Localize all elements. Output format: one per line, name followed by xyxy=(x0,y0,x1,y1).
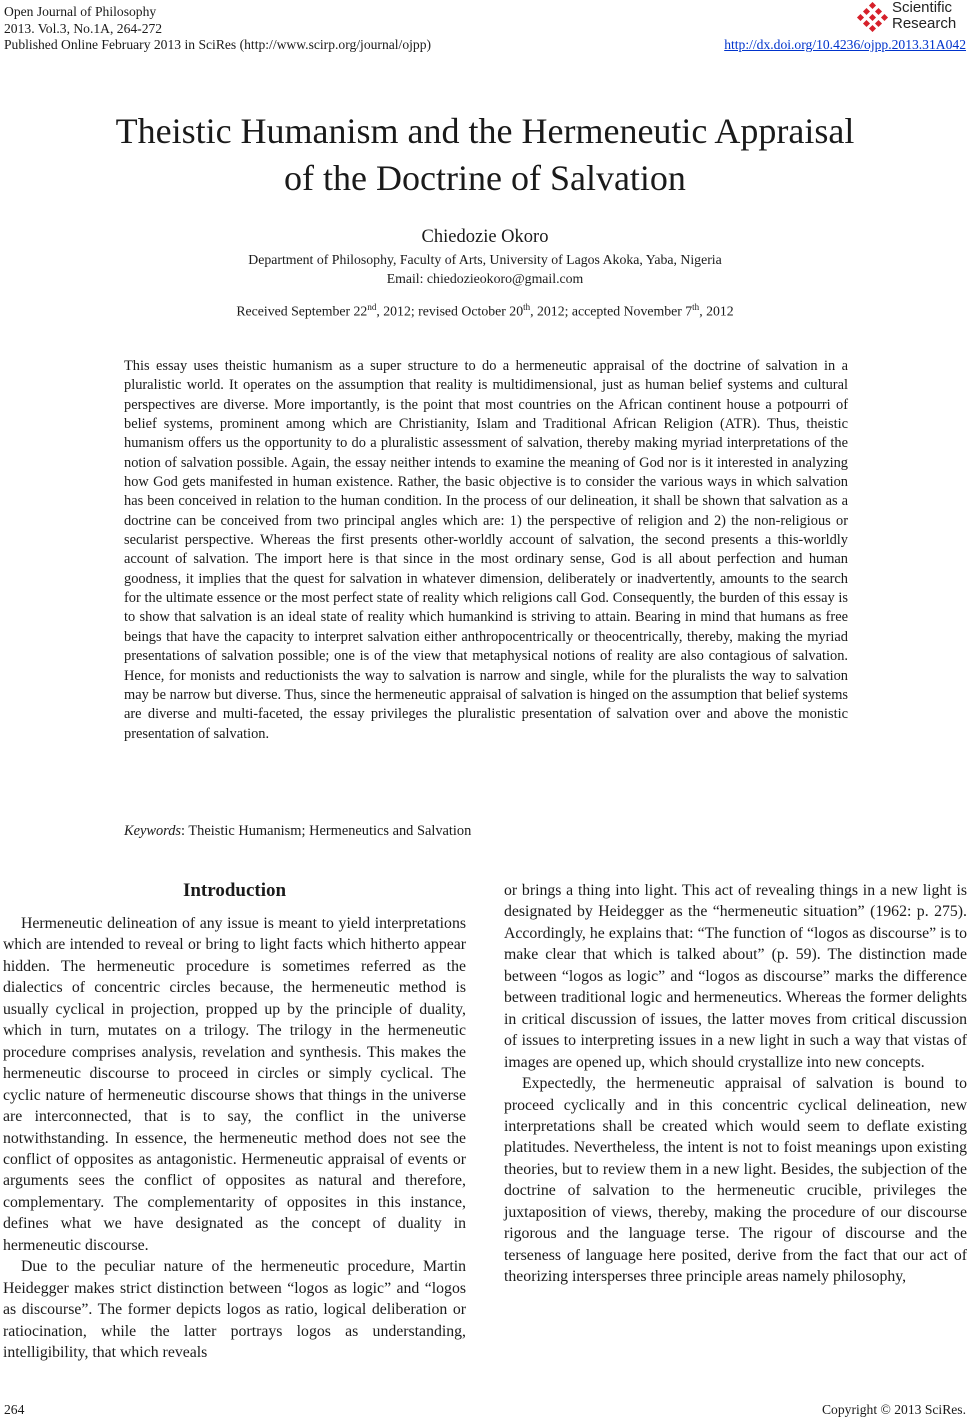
page-number: 264 xyxy=(4,1402,25,1417)
body-paragraph: or brings a thing into light. This act of revealing things in a new light is designated by Heidegger as the “hermeneutic situation” (1962: p. 275). Accordingly, he explains that: “The function of “logos as discourse” is to make clear that which is talked about” (p. 59). The distinction made between “logos as logic” and “logos as discourse” marks the difference between traditional logic and hermeneutics. Whereas the former delights in critical discussion of issues, the latter moves from critical discussion of issues to interpreting issues in a new light in such a way that vistas of images are opened up, which should crystallize into new concepts. xyxy=(504,882,967,1071)
doi-link[interactable]: http://dx.doi.org/10.4236/ojpp.2013.31A042 xyxy=(724,37,966,52)
body-paragraph: Hermeneutic delineation of any issue is meant to yield interpretations which are intended to reveal or bring to light facts which hitherto appear hidden. The hermeneutic procedure is sometimes referred as the dialectics of concentric circles because, the hermeneutic method is usually cyclical in projection, propped up by the principle of duality, which in turn, mutates on a trilogy. The trilogy in the hermeneutic procedure comprises analysis, revelation and synthesis. This makes the hermeneutic discourse to proceed in circles or simply cyclical. The cyclic nature of hermeneutic discourse shows that things in the universe are interconnected, that is to say, the conflict in the universe notwithstanding. In essence, the hermeneutic method does not see the conflict of opposites as antagonistic. Hermeneutic appraisal of events or arguments sees the conflict of opposites as natural and therefore, complementary. The complementarity of opposites in this instance, defines what we have designated as the concept of duality in hermeneutic discourse. xyxy=(3,915,466,1254)
body-column-right xyxy=(504,880,967,1288)
title-line2: of the Doctrine of Salvation xyxy=(284,158,686,198)
affiliation-text: Department of Philosophy, Faculty of Arts, University of Lagos Akoka, Yaba, Nigeria xyxy=(248,252,722,267)
body-column-left xyxy=(3,880,466,1364)
abstract-text: This essay uses theistic humanism as a super structure to do a hermeneutic appraisal of the doctrine of salvation in a pluralistic world. It operates on the assumption that reality is multidimensional, just as human belief systems and cultural perspectives are diverse. More importantly, is the point that most countries on the African continent house a potpourri of belief systems, prominent among which are Christianity, Islam and Traditional African Religion (ATR). Thus, theistic humanism offers us the opportunity to do a pluralistic assessment of salvation, thereby making myriad interpretations of the notion of salvation possible. Again, the essay neither intends to examine the meaning of God nor is it interested in analyzing how God gets manifested in human existence. Rather, the basic objective is to consider the various ways in which salvation has been conceived in relation to the human condition. In the process of our delineation, it shall be shown that salvation as a doctrine can be conceived from two principal angles which are: 1) the perspective of religion and 2) the non-religious or secularist perspective. Whereas the first presents other-worldly account of salvation, the second presents a this-worldly account of salvation. The import here is that since in the most ordinary sense, God is all about perfection and human goodness, it implies that the quest for salvation in whatever dimension, deliberately or inadvertently, amounts to the search for the ultimate essence or the most perfect state of reality which religions call God. Consequently, the burden of this essay is to show that salvation is an ideal state of reality which humankind is striving to attain. Bearing in mind that humans as free beings that have the capacity to interpret salvation either anthropocentrically or theocentrically, thereby, making the myriad presentations of salvation possible; one is of the view that metaphysical notions of reality are also contagious of salvation. Hence, for monists and reductionists the way to salvation is narrow and single, while for the pluralists the way to salvation may be narrow but diverse. Thus, since the hermeneutic appraisal of salvation is hinged on the assumption that belief systems are diverse and multi-faceted, the essay privileges the pluralistic presentation of salvation over and above the monistic presentation of salvation. xyxy=(124,358,848,742)
journal-header xyxy=(4,4,431,54)
logo-text-line2: Research xyxy=(892,15,957,32)
logo-text-line1: Scientific xyxy=(892,0,953,16)
keywords-label: Keywords xyxy=(124,823,182,839)
article-title xyxy=(0,108,970,202)
author-name: Chiedozie Okoro xyxy=(421,227,549,247)
section-heading-introduction: Introduction xyxy=(182,880,287,901)
article-dates: Received September 22nd, 2012; revised October 20th, 2012; accepted November 7th, 2012 xyxy=(236,302,734,319)
keywords-text: : Theistic Humanism; Hermeneutics and Salvation xyxy=(181,823,472,839)
journal-name: Open Journal of Philosophy xyxy=(4,4,157,19)
publication-info: Published Online February 2013 in SciRes (http://www.scirp.org/journal/ojpp) xyxy=(4,37,432,53)
logo-diamond-icon xyxy=(856,2,890,32)
abstract xyxy=(124,357,848,744)
author-affiliation xyxy=(0,250,970,288)
title-line1: Theistic Humanism and the Hermeneutic Appraisal xyxy=(115,111,855,151)
body-paragraph: Due to the peculiar nature of the hermeneutic procedure, Martin Heidegger makes strict distinction between “logos as logic” and “logos as discourse”. The former depicts logos as ratio, logical deliberation or ratiocination, while the latter portrays logos as understanding, intelligibility, that which reveals xyxy=(3,1258,466,1362)
body-paragraph: Expectedly, the hermeneutic appraisal of salvation is bound to proceed cyclically and in this concentric cyclical delineation, new interpretations shall be created which would seem to deflate existing platitudes. Nevertheless, the intent is not to foist meanings upon existing theories, but to review them in a new light. Besides, the subjection of the doctrine of salvation to the hermeneutic crucible, privileges the juxtaposition of views, thereby, making the procedure of our discourse rigorous and the language terse. The rigour of discourse and the terseness of language here posited, derive from the fact that our act of theorizing intersperses three principle areas namely philosophy, xyxy=(504,1075,967,1286)
journal-volume: 2013. Vol.3, No.1A, 264-272 xyxy=(4,20,163,36)
copyright-notice: Copyright © 2013 SciRes. xyxy=(821,1402,966,1417)
keywords xyxy=(124,823,471,840)
author-email: Email: chiedozieokoro@gmail.com xyxy=(386,271,584,286)
scientific-research-logo xyxy=(856,0,966,34)
